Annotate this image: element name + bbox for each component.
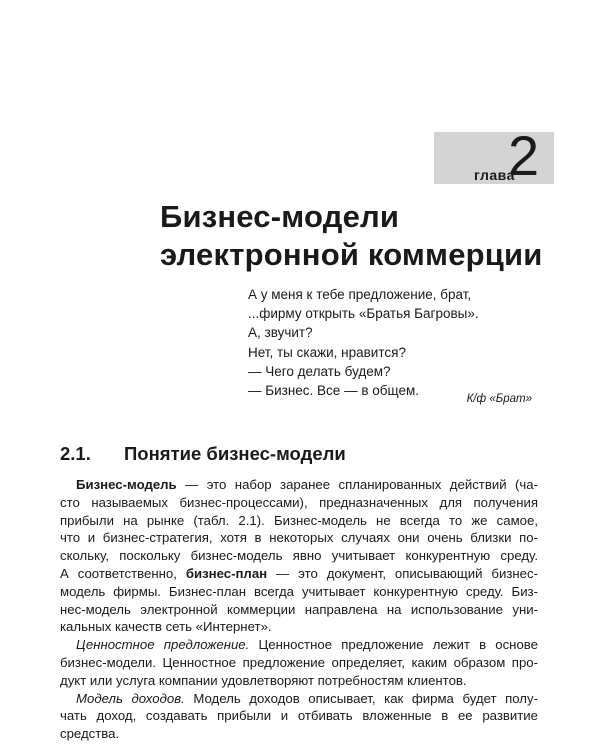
paragraph-line: бизнес-модели. Ценностное предложение определяет, каким образом про- <box>60 654 538 670</box>
body-text <box>60 476 538 743</box>
epigraph-line: ...фирму открыть «Братья Багровы». <box>248 306 479 322</box>
term-value-proposition: Ценностное предложение. <box>76 637 250 653</box>
text-run: Модель доходов описывает, как фирма будет полу- <box>184 690 538 706</box>
term-business-plan: бизнес-план <box>185 565 268 581</box>
paragraph-line: кальных качеств сеть «Интернет». <box>60 619 272 635</box>
text-run: Ценностное предложение лежит в основе <box>249 637 538 653</box>
term-business-model: Бизнес-модель <box>76 477 177 492</box>
section-heading <box>60 443 346 465</box>
epigraph <box>248 285 548 400</box>
paragraph-line: сто называемых бизнес-процессами), предназначенных для получения <box>60 494 538 510</box>
paragraph-line: чать доход, создавать прибыли и отбивать вложенные в ее развитие <box>60 708 538 724</box>
text-run: А соответственно, <box>60 565 186 581</box>
epigraph-line: — Чего делать будем? <box>248 363 391 379</box>
paragraph-line: скольку, поскольку бизнес-модель явно учитывает конкурентную среду. <box>60 548 538 564</box>
epigraph-line: — Бизнес. Все — в общем. <box>248 383 419 399</box>
paragraph-line: дукт или услуга компании удовлетворяют потребностям клиентов. <box>60 672 467 688</box>
text-run: — это набор заранее спланированных действий (ча- <box>176 477 538 492</box>
text-run: — это документ, описывающий бизнес- <box>267 565 538 581</box>
paragraph-line <box>60 636 538 654</box>
chapter-label: глава <box>474 167 515 183</box>
epigraph-line: Нет, ты скажи, нравится? <box>248 344 406 360</box>
paragraph-line: что и бизнес-стратегия, хотя в некоторых случаях они очень близки по- <box>60 530 538 546</box>
chapter-number: 2 <box>508 124 540 187</box>
paragraph-line: модель фирмы. Бизнес-план всегда учитывает конкурентную среду. Биз- <box>60 583 538 599</box>
section-title: Понятие бизнес-модели <box>124 443 346 464</box>
paragraph-line: средства. <box>60 726 120 742</box>
chapter-title-line: электронной коммерции <box>160 237 543 272</box>
term-revenue-model: Модель доходов. <box>76 690 185 706</box>
chapter-title <box>160 198 560 274</box>
epigraph-line: А у меня к тебе предложение, брат, <box>248 287 472 302</box>
paragraph-line <box>60 565 538 583</box>
epigraph-line: А, звучит? <box>248 325 313 341</box>
paragraph-line: нес-модель электронной коммерции направлена на использование уни- <box>60 601 538 617</box>
epigraph-source: К/ф «Брат» <box>466 393 532 405</box>
paragraph-line <box>60 690 538 708</box>
paragraph-line: прибыли на рынке (табл. 2.1). Бизнес-модель не всегда то же самое, <box>60 512 538 528</box>
paragraph-line <box>60 476 538 494</box>
chapter-title-line: Бизнес-модели <box>160 199 400 234</box>
section-number: 2.1. <box>60 443 91 464</box>
